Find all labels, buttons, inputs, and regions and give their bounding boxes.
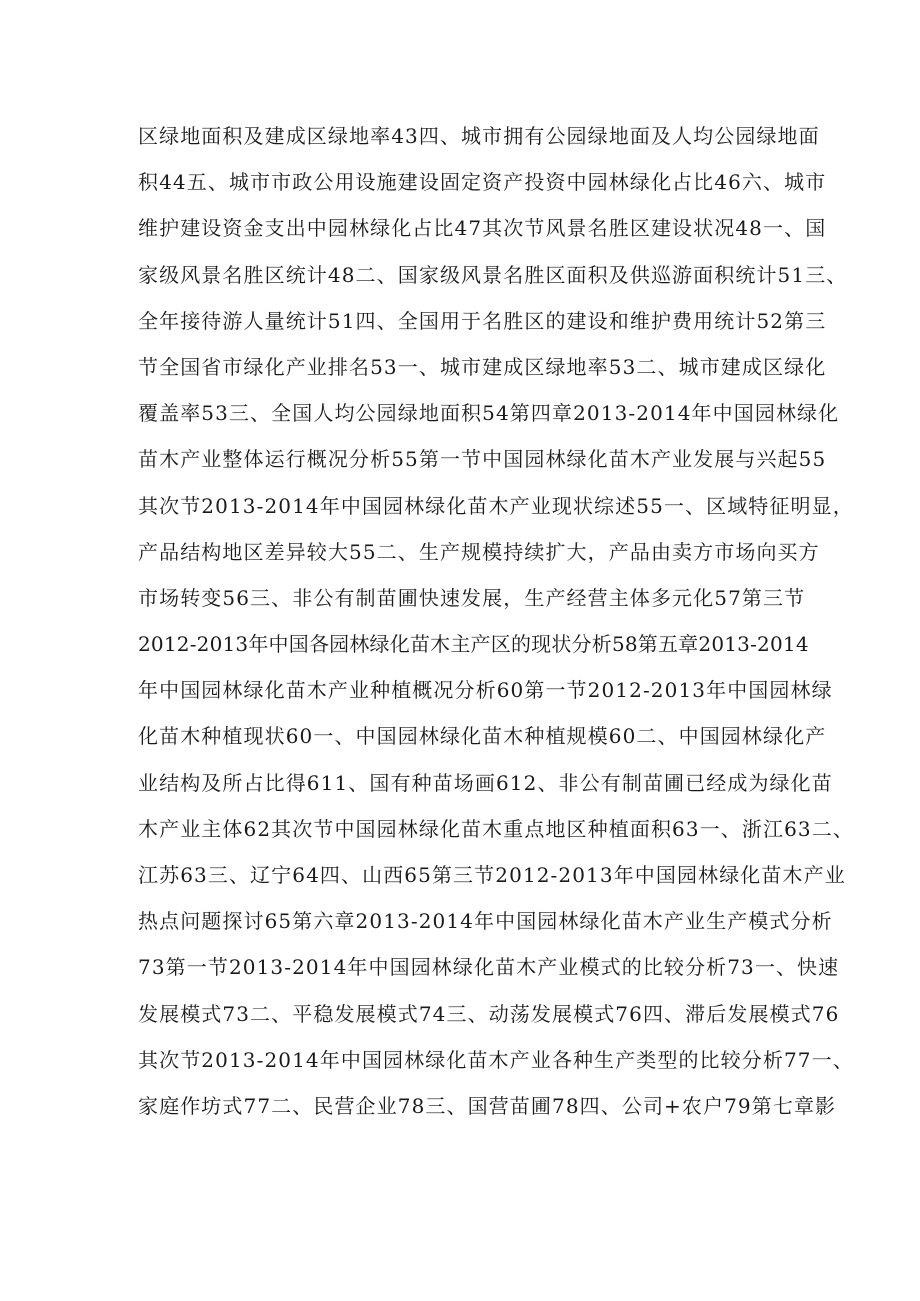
text-line: 节全国省市绿化产业排名53一、城市建成区绿地率53二、城市建成区绿化 (138, 354, 827, 379)
text-line: 木产业主体62其次节中国园林绿化苗木重点地区种植面积63一、浙江63二、 (138, 816, 854, 841)
text-line: 苗木产业整体运行概况分析55第一节中国园林绿化苗木产业发展与兴起55 (138, 447, 827, 472)
text-line: 年中国园林绿化苗木产业种植概况分析60第一节2012-2013年中国园林绿 (138, 678, 833, 703)
text-line: 家庭作坊式77二、民营企业78三、国营苗圃78四、公司+农户79第七章影 (138, 1093, 837, 1118)
table-of-contents-text (138, 113, 854, 1129)
text-line: 覆盖率53三、全国人均公园绿地面积54第四章2013-2014年中国园林绿化 (138, 401, 840, 426)
text-line: 市场转变56三、非公有制苗圃快速发展，生产经营主体多元化57第三节 (138, 585, 806, 610)
text-line: 其次节2013-2014年中国园林绿化苗木产业各种生产类型的比较分析77一、 (138, 1047, 854, 1072)
text-line: 积44五、城市市政公用设施建设固定资产投资中园林绿化占比46六、城市 (138, 170, 827, 195)
text-line: 发展模式73二、平稳发展模式74三、动荡发展模式76四、滞后发展模式76 (138, 1001, 840, 1026)
text-line: 2012-2013年中国各园林绿化苗木主产区的现状分析58第五章2013-2014 (138, 632, 809, 657)
text-line: 热点问题探讨65第六章2013-2014年中国园林绿化苗木产业生产模式分析 (138, 909, 833, 934)
text-line: 维护建设资金支出中园林绿化占比47其次节风景名胜区建设状况48一、国 (138, 216, 827, 241)
text-line: 73第一节2013-2014年中国园林绿化苗木产业模式的比较分析73一、快速 (138, 955, 840, 980)
text-line: 江苏63三、辽宁64四、山西65第三节2012-2013年中国园林绿化苗木产业 (138, 863, 846, 887)
text-line: 家级风景名胜区统计48二、国家级风景名胜区面积及供巡游面积统计51三、 (138, 262, 848, 287)
text-line: 全年接待游人量统计51四、全国用于名胜区的建设和维护费用统计52第三 (138, 308, 827, 333)
text-line: 产品结构地区差异较大55二、生产规模持续扩大，产品由卖方市场向买方 (138, 539, 820, 564)
text-line: 业结构及所占比得611、国有种苗场画612、非公有制苗圃已经成为绿化苗 (138, 770, 833, 795)
text-line: 区绿地面积及建成区绿地率43四、城市拥有公园绿地面及人均公园绿地面 (138, 124, 820, 148)
text-line: 其次节2013-2014年中国园林绿化苗木产业现状综述55一、区域特征明显， (138, 493, 854, 518)
text-line: 化苗木种植现状60一、中国园林绿化苗木种植规模60二、中国园林绿化产 (138, 724, 827, 749)
